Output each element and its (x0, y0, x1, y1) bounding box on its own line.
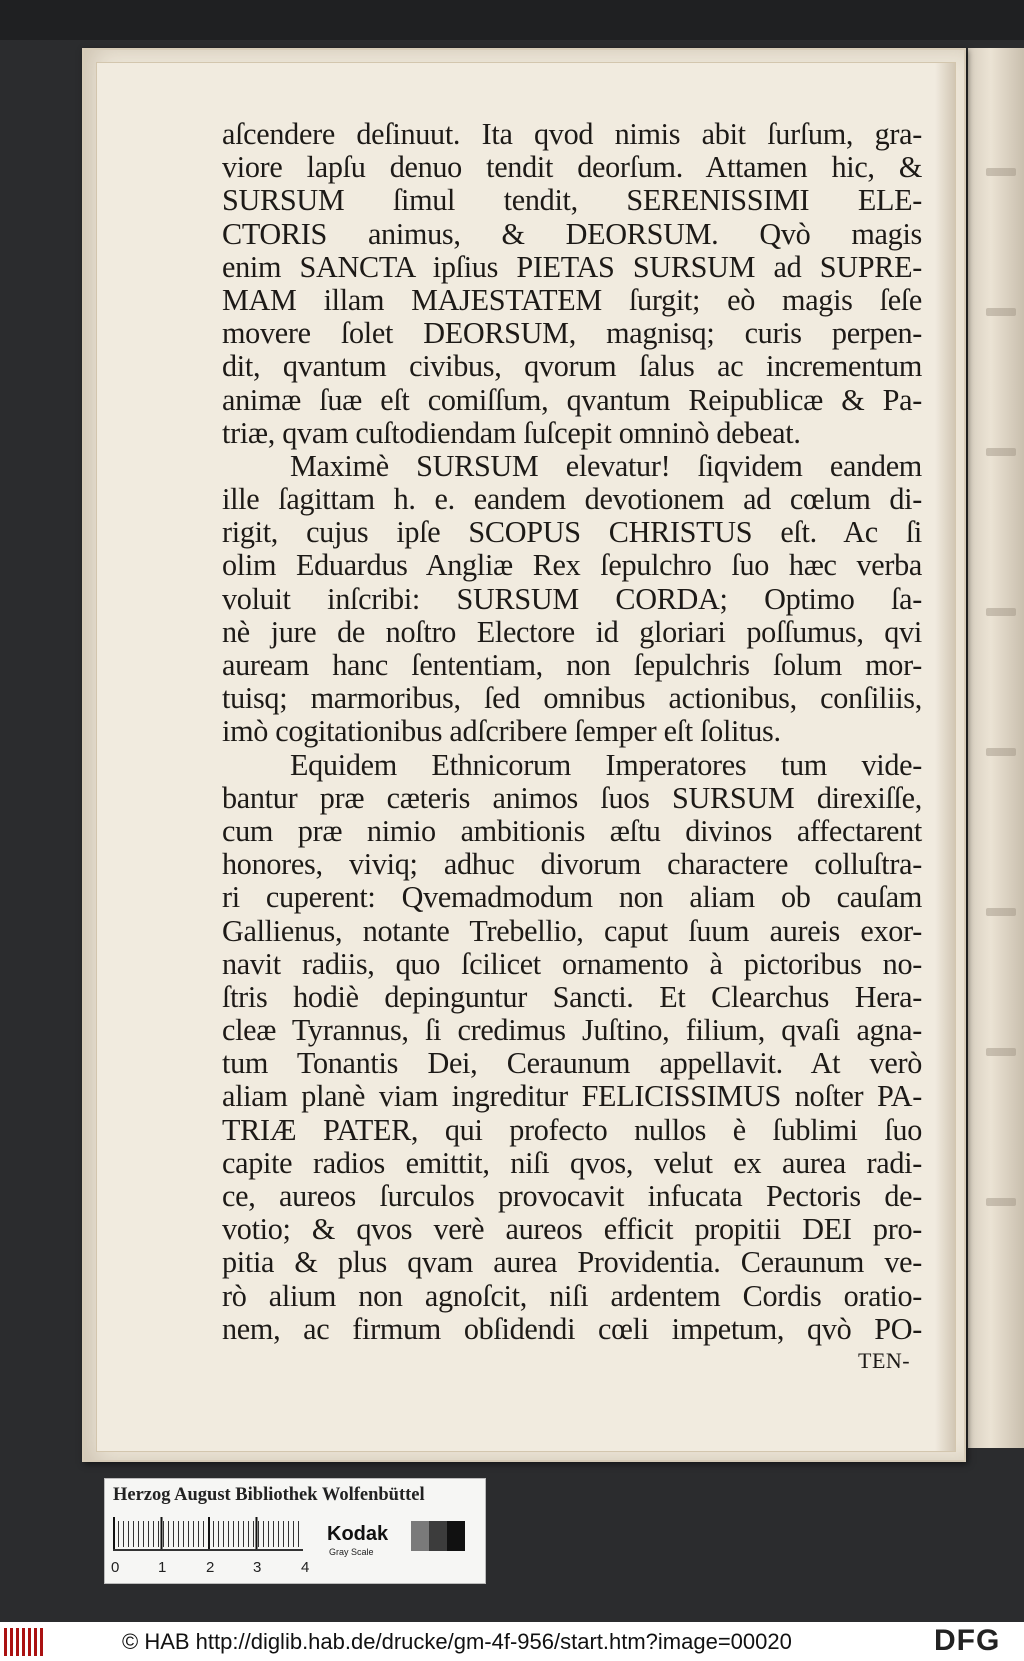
text-line: imò cogitationibus adſcribere ſemper eſt ſolitus. (222, 714, 781, 749)
text-line: olim Eduardus Angliæ Rex ſepulchro ſuo hæc verba (222, 548, 922, 583)
text-line: voluit inſcribi: SURSUM CORDA; Optimo ſa- (222, 581, 922, 616)
text-line: ille ſagittam h. e. eandem devotionem ad cœlum di- (222, 482, 922, 517)
text-line: MAM illam MAJESTATEM ſurgit; eò magis ſeſe (222, 282, 922, 317)
text-line: nè jure de noſtro Electore id gloriari poſſumus, qvi (222, 614, 922, 649)
page-fragment (986, 608, 1016, 616)
citation-link[interactable]: © HAB http://diglib.hab.de/drucke/gm-4f-956/start.htm?image=00020 (122, 1629, 792, 1654)
text-line: nem, ac firmum obſidendi cœli impetum, qvò PO- (222, 1311, 922, 1346)
gray-swatch (447, 1521, 465, 1551)
page-fragment (986, 308, 1016, 316)
text-line: ri cuperent: Qvemadmodum non aliam ob cauſam (222, 880, 922, 915)
text-line: aliam planè viam ingreditur FELICISSIMUS noſter PA- (222, 1079, 922, 1114)
footer-bar (0, 1622, 1024, 1661)
page-fragment (986, 1198, 1016, 1206)
text-line: capite radios emittit, niſi qvos, velut ex aurea radi- (222, 1145, 922, 1180)
catchword: TEN- (858, 1348, 911, 1373)
text-line: rigit, cujus ipſe SCOPUS CHRISTUS eſt. Ac ſi (222, 515, 922, 550)
text-line: CTORIS animus, & DEORSUM. Qvò magis (222, 216, 922, 251)
page-body-text (222, 118, 922, 1346)
scale-number: 2 (206, 1559, 215, 1576)
text-line: honores, viviq; adhuc divorum charactere colluſtra- (222, 847, 922, 882)
text-line: movere ſolet DEORSUM, magnisq; curis perpen- (222, 316, 922, 351)
text-line: Equidem Ethnicorum Imperatores tum vide- (290, 747, 922, 782)
scale-number: 3 (253, 1559, 262, 1576)
page-fragment (986, 1048, 1016, 1056)
text-line: cleæ Tyrannus, ſi credimus Juſtino, filium, qvaſi agna- (222, 1013, 922, 1048)
text-line: pitia & plus qvam aurea Providentia. Ceraunum ve- (222, 1245, 922, 1280)
text-line: dit, qvantum civibus, qvorum ſalus ac incrementum (222, 349, 922, 384)
ruler-baseline (113, 1549, 303, 1551)
scan-top-border (0, 0, 1024, 40)
text-line: rò alium non agnoſcit, niſi ardentem Cordis oratio- (222, 1278, 922, 1313)
text-line: triæ, qvam cuſtodiendam ſuſcepit omninò debeat. (222, 415, 801, 450)
text-line: ce, aureos ſurculos provocavit infucata Pectoris de- (222, 1179, 922, 1213)
page-gutter-shadow (935, 63, 955, 1451)
page-fragment (986, 908, 1016, 916)
ruler-major-ticks (113, 1517, 303, 1549)
text-line: auream hanc ſententiam, non ſepulchris ſolum mor- (222, 648, 922, 682)
text-line: tuisq; marmoribus, ſed omnibus actionibus, conſiliis, (222, 681, 922, 716)
gray-swatch (411, 1521, 429, 1551)
page-fragment (986, 748, 1016, 756)
text-line: tum Tonantis Dei, Ceraunum appellavit. At verò (222, 1046, 922, 1081)
text-line: Maximè SURSUM elevatur! ſiqvidem eandem (290, 448, 922, 483)
text-line: ſtris hodiè depinguntur Sancti. Et Clearchus Hera- (222, 979, 922, 1014)
library-name: Herzog August Bibliothek Wolfenbüttel (113, 1485, 425, 1505)
scale-number: 1 (158, 1559, 167, 1576)
page-fragment (986, 448, 1016, 456)
kodak-logo: Kodak (327, 1523, 389, 1545)
text-line: navit radiis, quo ſcilicet ornamento à pictoribus no- (222, 946, 922, 981)
text-line: Gallienus, notante Trebellio, caput ſuum aureis exor- (222, 913, 922, 948)
scale-number: 0 (111, 1559, 120, 1576)
text-line: votio; & qvos verè aureos efficit propitii DEI pro- (222, 1212, 922, 1247)
gray-scale-label: Gray Scale (329, 1547, 374, 1557)
gray-swatch (429, 1521, 447, 1551)
text-line: cum præ nimio ambitionis æſtu divinos affectarent (222, 813, 922, 848)
text-line: viore lapſu denuo tendit deorſum. Attamen hic, & (222, 150, 922, 185)
text-line: SURSUM ſimul tendit, SERENISSIMI ELE- (222, 183, 922, 218)
scale-number: 4 (301, 1559, 310, 1576)
calibration-card (104, 1478, 486, 1584)
page-fragment (986, 168, 1016, 176)
adjacent-page-edge (968, 48, 1024, 1448)
text-line: aſcendere deſinuut. Ita qvod nimis abit ſurſum, gra- (222, 117, 922, 151)
text-line: bantur præ cæteris animos ſuos SURSUM direxiſſe, (222, 780, 922, 815)
text-line: TRIÆ PATER, qui profecto nullos è ſublimi ſuo (222, 1112, 922, 1147)
text-line: animæ ſuæ eſt comiſſum, qvantum Reipublicæ & Pa- (222, 382, 922, 417)
hab-logo-icon (4, 1628, 44, 1656)
dfg-logo: DFG (934, 1624, 1001, 1657)
text-line: enim SANCTA ipſius PIETAS SURSUM ad SUPRE- (222, 249, 922, 284)
